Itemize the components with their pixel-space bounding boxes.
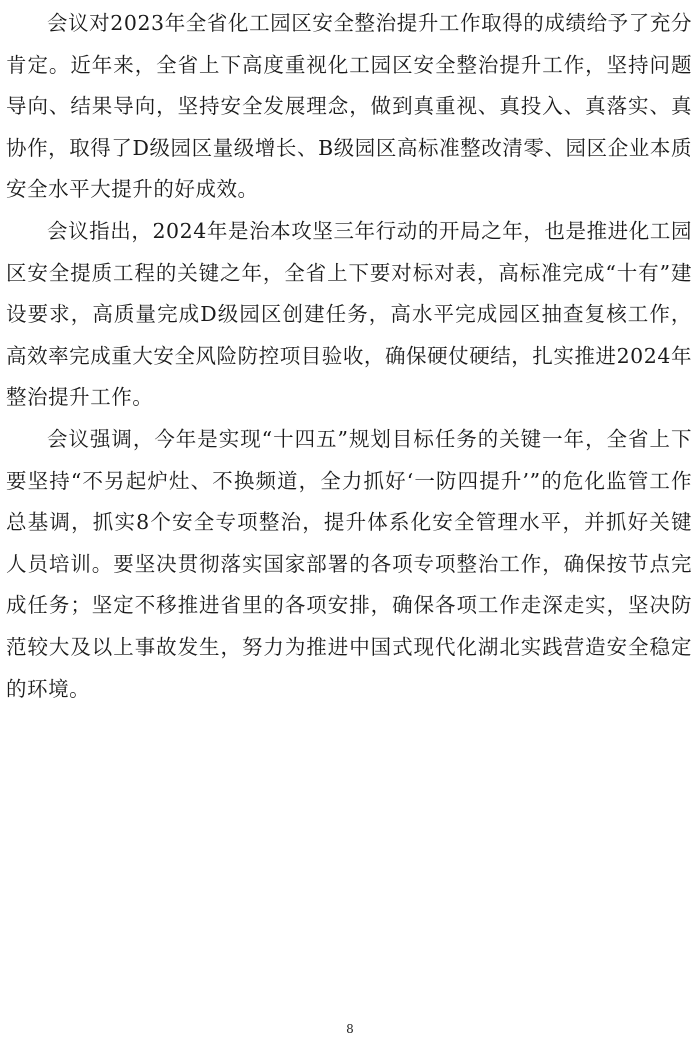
body-text <box>6 3 692 710</box>
paragraph-3: 会议强调，今年是实现“十四五”规划目标任务的关键一年，全省上下要坚持“不另起炉灶、不换频道，全力抓好‘一防四提升’”的危化监管工作总基调，抓实8个安全专项整治，提升体系化安全管理水平，并抓好关键人员培训。要坚决贯彻落实国家部署的各项专项整治工作，确保按节点完成任务；坚定不移推进省里的各项安排，确保各项工作走深走实，坚决防范较大及以上事故发生，努力为推进中国式现代化湖北实践营造安全稳定的环境。 <box>6 426 692 701</box>
paragraph-1: 会议对2023年全省化工园区安全整治提升工作取得的成绩给予了充分肯定。近年来，全省上下高度重视化工园区安全整治提升工作，坚持问题导向、结果导向，坚持安全发展理念，做到真重视、真投入、真落实、真协作，取得了D级园区量级增长、B级园区高标准整改清零、园区企业本质安全水平大提升的好成效。 <box>6 11 692 202</box>
paragraph-2: 会议指出，2024年是治本攻坚三年行动的开局之年，也是推进化工园区安全提质工程的关键之年，全省上下要对标对表，高标准完成“十有”建设要求，高质量完成D级园区创建任务，高水平完成园区抽查复核工作，高效率完成重大安全风险防控项目验收，确保硬仗硬结，扎实推进2024年整治提升工作。 <box>6 218 692 410</box>
page-number: 8 <box>346 1022 354 1036</box>
